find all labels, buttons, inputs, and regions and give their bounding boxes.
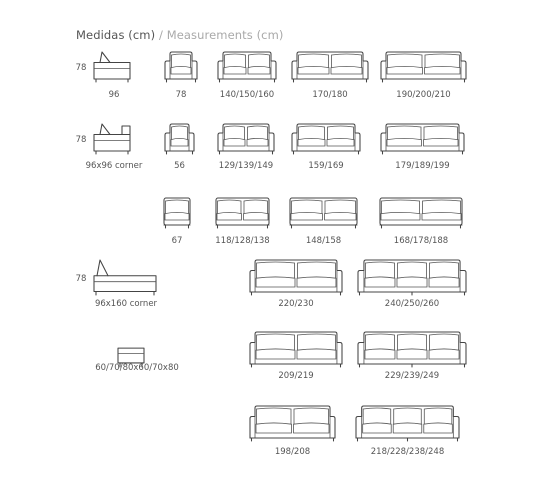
height-label: 78 (75, 135, 87, 145)
sofa-frame (381, 124, 464, 151)
seat-cushion (291, 212, 323, 220)
seat-cushion (294, 423, 330, 433)
back-cushion (299, 126, 325, 140)
back-cushion (328, 126, 354, 140)
side-pillow (100, 52, 110, 63)
sofa-item (164, 198, 190, 246)
sofa-frame (381, 52, 466, 79)
seat-cushion (244, 212, 269, 220)
sofa-item (290, 198, 357, 246)
seat-cushion (365, 349, 395, 359)
sofa-item (250, 406, 335, 457)
seat-cushion (298, 138, 325, 146)
sofa-width-label: 229/239/249 (384, 371, 440, 381)
sofa-item (380, 198, 462, 246)
sofa-item (165, 124, 194, 171)
back-cushion (397, 262, 426, 278)
sofa-frame (292, 52, 368, 79)
seat-cushion (224, 138, 245, 146)
sofa-width-label: 159/169 (308, 161, 344, 171)
title-english: Measurements (cm) (166, 28, 284, 42)
side-piece-label: 96 (108, 90, 120, 100)
seat-cushion (165, 212, 189, 220)
sofa-frame (164, 198, 190, 225)
sofa-item (381, 52, 466, 100)
back-cushion (257, 408, 292, 424)
sofa-width-label: 78 (175, 90, 187, 100)
back-cushion (332, 54, 362, 68)
back-cushion (166, 200, 189, 214)
sofa-item (165, 52, 197, 100)
sofa-item (215, 198, 269, 246)
back-cushion (430, 334, 459, 350)
seat-cushion (171, 66, 191, 74)
seat-cushion (217, 212, 242, 220)
sofa-width-label: 218/228/238/248 (370, 447, 445, 457)
seat-cushion (387, 66, 423, 74)
height-label: 78 (75, 274, 87, 284)
seat-cushion (171, 138, 188, 146)
side-body (94, 135, 130, 152)
sofa-drawings (76, 52, 466, 457)
sofa-item (292, 124, 360, 171)
back-cushion (425, 54, 460, 68)
chaise-body (94, 276, 156, 292)
seat-cushion (298, 66, 329, 74)
sofa-width-label: 148/158 (305, 236, 342, 246)
sofa-width-label: 240/250/260 (384, 299, 440, 309)
back-cushion (388, 54, 423, 68)
sofa-width-label: 220/230 (278, 299, 314, 309)
back-cushion (299, 54, 329, 68)
sofa-width-label: 118/128/138 (215, 236, 270, 246)
sofa-item (381, 124, 464, 171)
seat-cushion (397, 277, 427, 287)
back-cushion (294, 408, 329, 424)
sofa-width-label: 168/178/188 (393, 236, 449, 246)
sofa-width-label: 140/150/160 (219, 90, 275, 100)
side-back (122, 126, 130, 135)
side-piece-chaise-long (76, 260, 158, 309)
seat-cushion (297, 349, 336, 359)
height-label: 78 (75, 63, 87, 73)
sofa-frame (292, 124, 360, 151)
side-piece-label: 96x160 corner (94, 299, 158, 309)
seat-cushion (387, 138, 422, 146)
back-cushion (325, 200, 356, 214)
sofa-width-label: 56 (174, 161, 185, 171)
back-cushion (298, 262, 336, 278)
chaise-pillow (97, 260, 108, 276)
back-cushion (423, 200, 461, 214)
back-cushion (292, 200, 323, 214)
seat-cushion (248, 66, 270, 74)
seat-cushion (224, 66, 246, 74)
sofa-frame (218, 52, 276, 79)
seat-cushion (422, 212, 461, 220)
back-cushion (397, 334, 426, 350)
seat-cushion (365, 277, 395, 287)
back-cushion (394, 408, 422, 424)
ottoman-body (118, 348, 144, 363)
sofa-item (218, 52, 276, 100)
seat-cushion (256, 349, 295, 359)
side-piece-corner (76, 124, 143, 171)
seat-cushion (363, 423, 392, 433)
back-cushion (249, 54, 270, 68)
back-cushion (430, 262, 459, 278)
back-cushion (257, 334, 295, 350)
back-cushion (225, 126, 245, 140)
title-separator: / (158, 28, 163, 42)
sofa-row (95, 332, 466, 381)
title-spanish: Medidas (cm) (76, 28, 156, 42)
sofa-width-label: 170/180 (312, 90, 348, 100)
sofa-item (250, 260, 342, 309)
seat-cushion (397, 349, 427, 359)
sofa-item (356, 406, 459, 457)
back-cushion (172, 54, 191, 68)
seat-cushion (331, 66, 362, 74)
side-piece-chaise-arm (76, 52, 130, 100)
seat-cushion (325, 212, 357, 220)
sofa-item (358, 332, 466, 381)
sofa-item (218, 124, 274, 171)
back-cushion (218, 200, 242, 214)
sofa-frame (216, 198, 269, 225)
seat-cushion (297, 277, 336, 287)
sofa-frame (218, 124, 274, 151)
back-cushion (257, 262, 295, 278)
back-cushion (424, 408, 452, 424)
sofa-row (76, 124, 464, 171)
back-cushion (244, 200, 268, 214)
sofa-row (76, 52, 466, 100)
sofa-item (358, 260, 466, 309)
seat-cushion (429, 277, 459, 287)
seat-cushion (256, 277, 295, 287)
back-cushion (424, 126, 458, 140)
sofa-width-label: 67 (171, 236, 183, 246)
sofa-row (164, 198, 462, 246)
seat-cushion (247, 138, 268, 146)
sofa-row (250, 406, 459, 457)
sofa-width-label: 179/189/199 (395, 161, 450, 171)
seat-cushion (393, 423, 422, 433)
seat-cushion (327, 138, 354, 146)
sofa-frame (290, 198, 357, 225)
seat-cushion (381, 212, 420, 220)
seat-cushion (256, 423, 292, 433)
back-cushion (388, 126, 422, 140)
sofa-width-label: 209/219 (278, 371, 314, 381)
back-cushion (298, 334, 336, 350)
seat-cushion (425, 66, 461, 74)
back-cushion (172, 126, 188, 140)
back-cushion (382, 200, 420, 214)
sofa-width-label: 129/139/149 (218, 161, 274, 171)
side-piece-ottoman (95, 348, 179, 373)
back-cushion (363, 408, 391, 424)
sofa-row (76, 260, 466, 309)
back-cushion (248, 126, 268, 140)
side-piece-label: 96x96 corner (85, 161, 143, 171)
seat-cushion (429, 349, 459, 359)
back-cushion (365, 262, 394, 278)
side-body (94, 63, 130, 80)
back-cushion (365, 334, 394, 350)
sofa-item (250, 332, 342, 381)
sofa-frame (380, 198, 462, 225)
sofa-frame (165, 124, 194, 151)
sofa-item (292, 52, 368, 100)
sofa-width-label: 198/208 (274, 447, 311, 457)
seat-cushion (424, 138, 459, 146)
side-piece-label: 60/70/80x60/70x80 (95, 363, 179, 373)
seat-cushion (424, 423, 453, 433)
side-pillow (100, 124, 110, 135)
sofa-width-label: 190/200/210 (396, 90, 451, 100)
back-cushion (225, 54, 246, 68)
